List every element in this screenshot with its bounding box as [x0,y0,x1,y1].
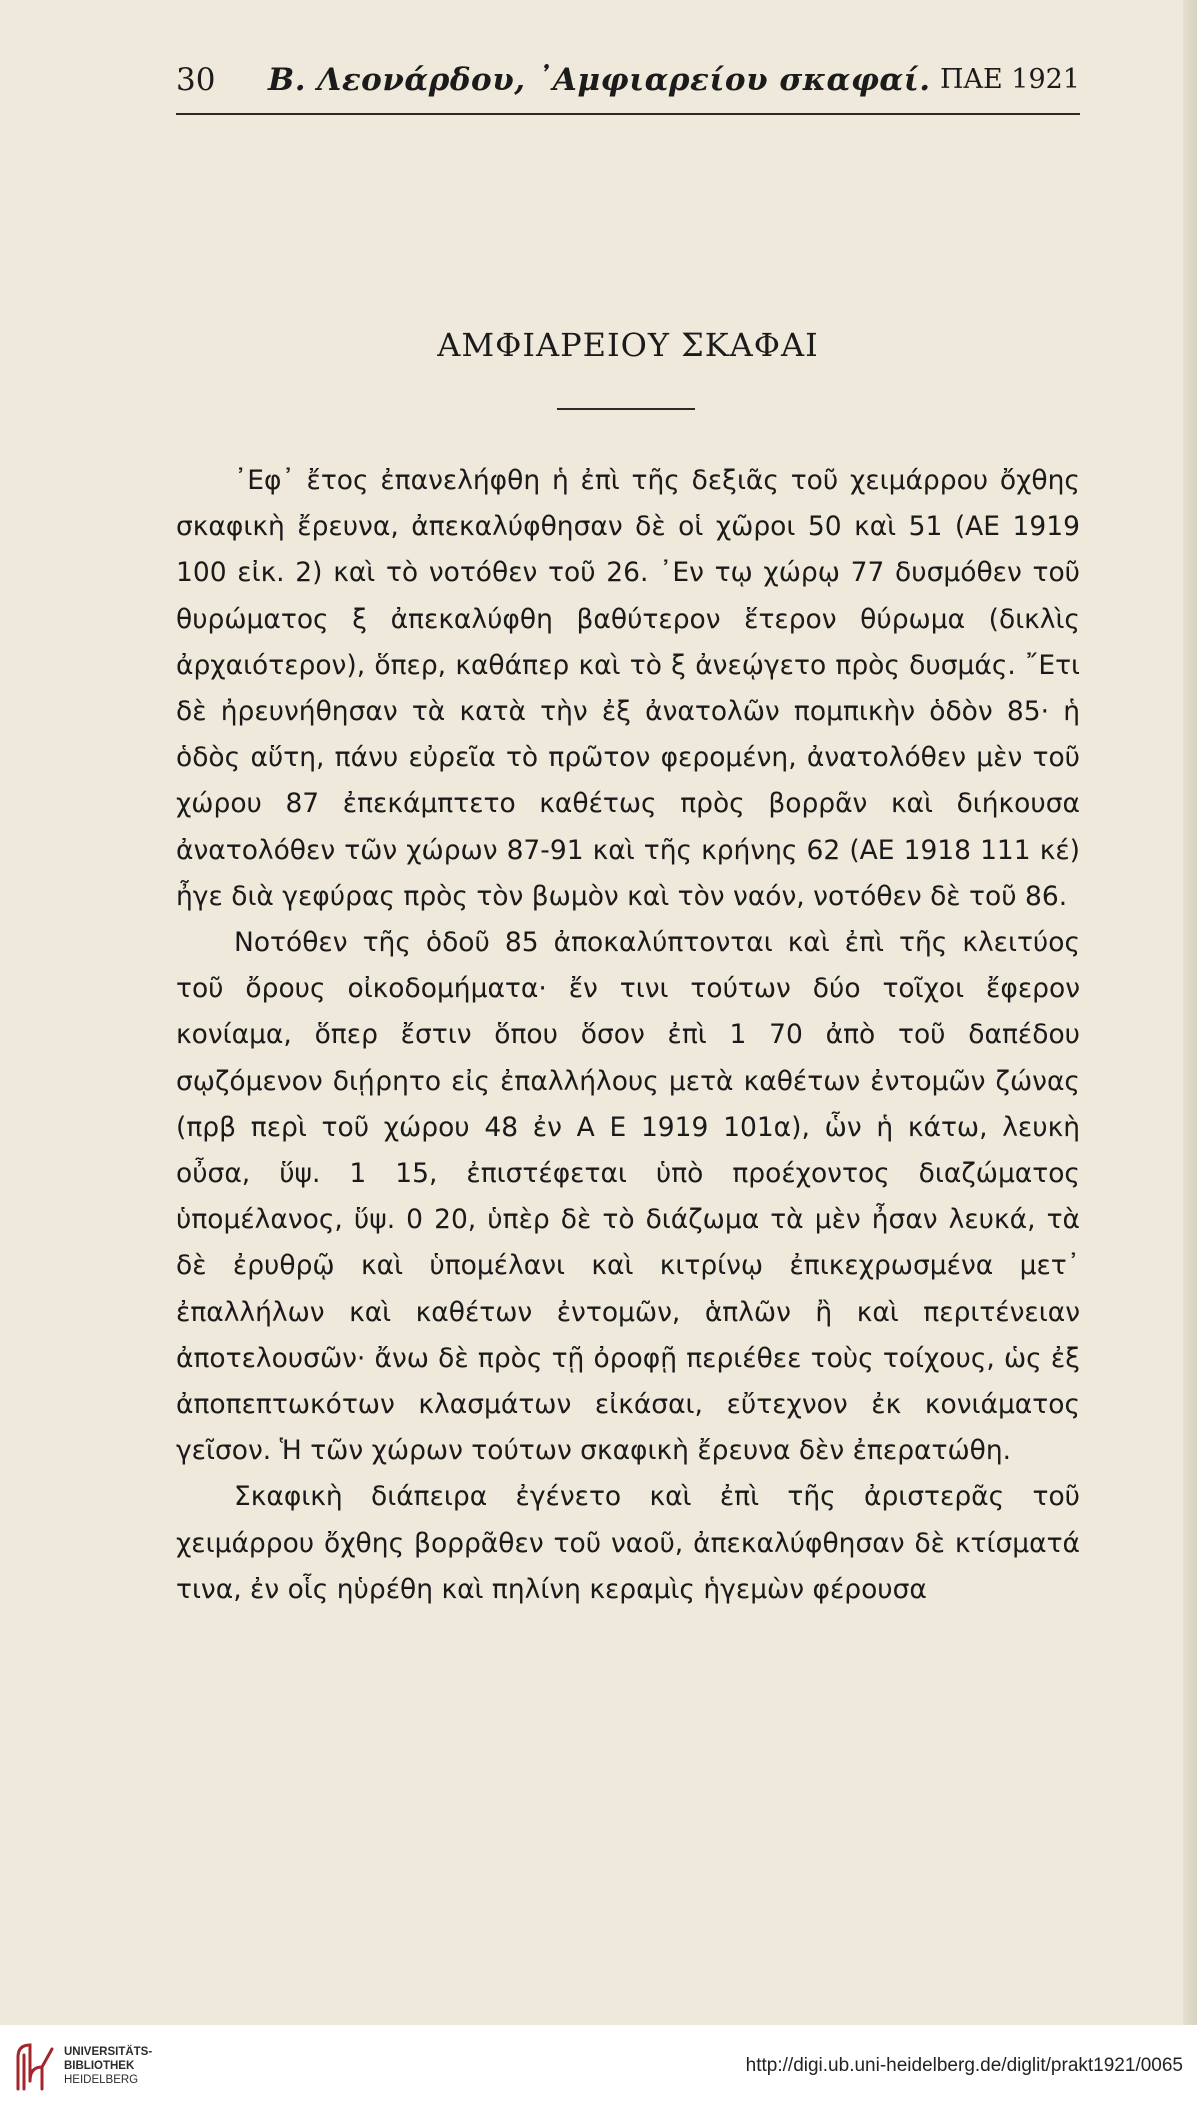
journal-reference: ΠΑΕ 1921 [939,64,1080,95]
title-rule [557,408,695,410]
source-url[interactable]: http://digi.ub.uni-heidelberg.de/diglit/prakt1921/0065 [745,2055,1183,2076]
viewer-footer [0,2025,1197,2110]
library-name-line: HEIDELBERG [64,2074,139,2086]
header-rule [176,113,1080,115]
paragraph-1: ᾿Εφ᾿ ἔτος ἐπανελήφθη ἡ ἐπὶ τῆς δεξιᾶς τοῦ χειμάρρου ὄχθης σκαφικὴ ἔρευνα, ἀπεκαλύφθησαν δὲ οἱ χῶροι 50 καὶ 51 (ΑΕ 1919 100 εἰκ. 2) καὶ τὸ νοτόθεν τοῦ 26. ᾿Εν τῳ χώρῳ 77 δυσμόθεν τοῦ θυρώματος ξ ἀπεκαλύφθη βαθύτερον ἕτερον θύρωμα (δικλὶς ἀρχαιότερον), ὅπερ, καθάπερ καὶ τὸ ξ ἀνεῴγετο πρὸς δυσμάς. ῎Ετι δὲ ἠρευνήθησαν τὰ κατὰ τὴν ἐξ ἀνατολῶν πομπικὴν ὁδὸν 85· ἡ ὁδὸς αὕτη, πάνυ εὐρεῖα τὸ πρῶτον φερομένη, ἀνατολόθεν μὲν τοῦ χώρου 87 ἐπεκάμπτετο καθέτως πρὸς βορρᾶν καὶ διήκουσα ἀνατολόθεν τῶν χώρων 87-91 καὶ τῆς κρήνης 62 (ΑΕ 1918 111 κέ) ἦγε διὰ γεφύρας πρὸς τὸν βωμὸν καὶ τὸν ναόν, νοτόθεν δὲ τοῦ 86. [176,465,1080,912]
library-name-line: BIBLIOTHEK [64,2060,135,2072]
paragraph-2: Νοτόθεν τῆς ὁδοῦ 85 ἀποκαλύπτονται καὶ ἐπὶ τῆς κλειτύος τοῦ ὄρους οἰκοδομήματα· ἔν τινι τούτων δύο τοῖχοι ἔφερον κονίαμα, ὅπερ ἔστιν ὅπου ὅσον ἐπὶ 1 70 ἀπὸ τοῦ δαπέδου σῳζόμενον διῄρητο εἰς ἐπαλλήλους μετὰ καθέτων ἐντομῶν ζώνας (πρβ περὶ τοῦ χώρου 48 ἐν Α Ε 1919 101α), ὧν ἡ κάτω, λευκὴ οὖσα, ὕψ. 1 15, ἐπιστέφεται ὑπὸ προέχοντος διαζώματος ὑπομέλανος, ὕψ. 0 20, ὑπὲρ δὲ τὸ διάζωμα τὰ μὲν ἦσαν λευκά, τὰ δὲ ἐρυθρῷ καὶ ὑπομέλανι καὶ κιτρίνῳ ἐπικεχρωσμένα μετ᾿ ἐπαλλήλων καὶ καθέτων ἐντομῶν, ἁπλῶν ἢ καὶ περιτένειαν ἀποτελουσῶν· ἄνω δὲ πρὸς τῇ ὀροφῇ περιέθεε τοὺς τοίχους, ὡς ἐξ ἀποπεπτωκότων κλασμάτων εἰκάσαι, εὔτεχνον ἐκ κονιάματος γεῖσον. Ἡ τῶν χώρων τούτων σκαφικὴ ἔρευνα δὲν ἐπερατώθη. [176,927,1080,1467]
article-title: ΑΜΦΙΑΡΕΙΟΥ ΣΚΑΦΑΙ [437,326,819,364]
library-name-line: UNIVERSITÄTS- [64,2046,153,2058]
article-body [176,458,1080,1613]
running-title: Β. Λεονάρδου, ᾿Αμφιαρείου σκαφαί. [268,62,931,98]
page-number: 30 [176,62,216,98]
scan-edge-shadow [1183,0,1197,2025]
paragraph-3: Σκαφικὴ διάπειρα ἐγένετο καὶ ἐπὶ τῆς ἀριστερᾶς τοῦ χειμάρρου ὄχθης βορρᾶθεν τοῦ ναοῦ, ἀπεκαλύφθησαν δὲ κτίσματά τινα, ἐν οἷς ηὑρέθη καὶ πηλίνη κεραμὶς ἡγεμὼν φέρουσα [176,1481,1080,1605]
library-name [64,2045,152,2087]
library-logo[interactable] [12,2037,162,2099]
page-header [176,62,1080,114]
library-emblem-icon [12,2037,56,2097]
